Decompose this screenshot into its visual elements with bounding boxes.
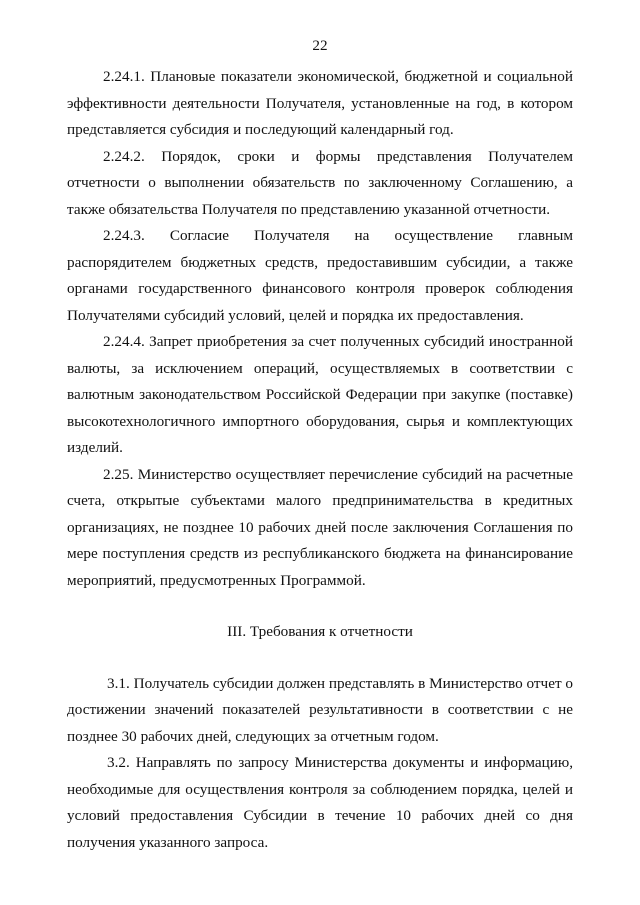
paragraph-2-24-1: 2.24.1. Плановые показатели экономической, бюджетной и социальной эффективности деятельности Получателя, установленные на год, в котором представляется субсидия и последующий календарный год. (67, 68, 573, 138)
document-body (67, 64, 573, 856)
page-number: 22 (312, 37, 328, 54)
paragraph-2-24-4: 2.24.4. Запрет приобретения за счет полученных субсидий иностранной валюты, за исключением операций, осуществляемых в соответствии с валютным законодательством Российской Федерации при закупке (поставке) высокотехнологичного импортного оборудования, сырья и комплектующих изделий. (67, 333, 573, 456)
paragraph-3-2: 3.2. Направлять по запросу Министерства документы и информацию, необходимые для осуществления контроля за соблюдением порядка, целей и условий предоставления Субсидии в течение 10 рабочих дней со дня получения указанного запроса. (67, 754, 573, 851)
paragraph-3-1: 3.1. Получатель субсидии должен представлять в Министерство отчет о достижении значений показателей результативности в соответствии с не позднее 30 рабочих дней, следующих за отчетным годом. (67, 674, 573, 745)
paragraph-2-24-2: 2.24.2. Порядок, сроки и формы представления Получателем отчетности о выполнении обязательств по заключенному Соглашению, а также обязательства Получателя по представлению указанной отчетности. (67, 147, 573, 218)
paragraph-2-25: 2.25. Министерство осуществляет перечисление субсидий на расчетные счета, открытые субъектами малого предпринимательства в кредитных организациях, не позднее 10 рабочих дней после заключения Соглашения по мере поступления средств из республиканского бюджета на финансирование мероприятий, предусмотренных Программой. (67, 465, 573, 589)
section-title: III. Требования к отчетности (227, 623, 413, 640)
paragraph-2-24-3: 2.24.3. Согласие Получателя на осуществление главным распорядителем бюджетных средств, предоставившим субсидии, а также органами государственного финансового контроля проверок соблюдения Получателями субсидий условий, целей и порядка их предоставления. (67, 227, 573, 324)
